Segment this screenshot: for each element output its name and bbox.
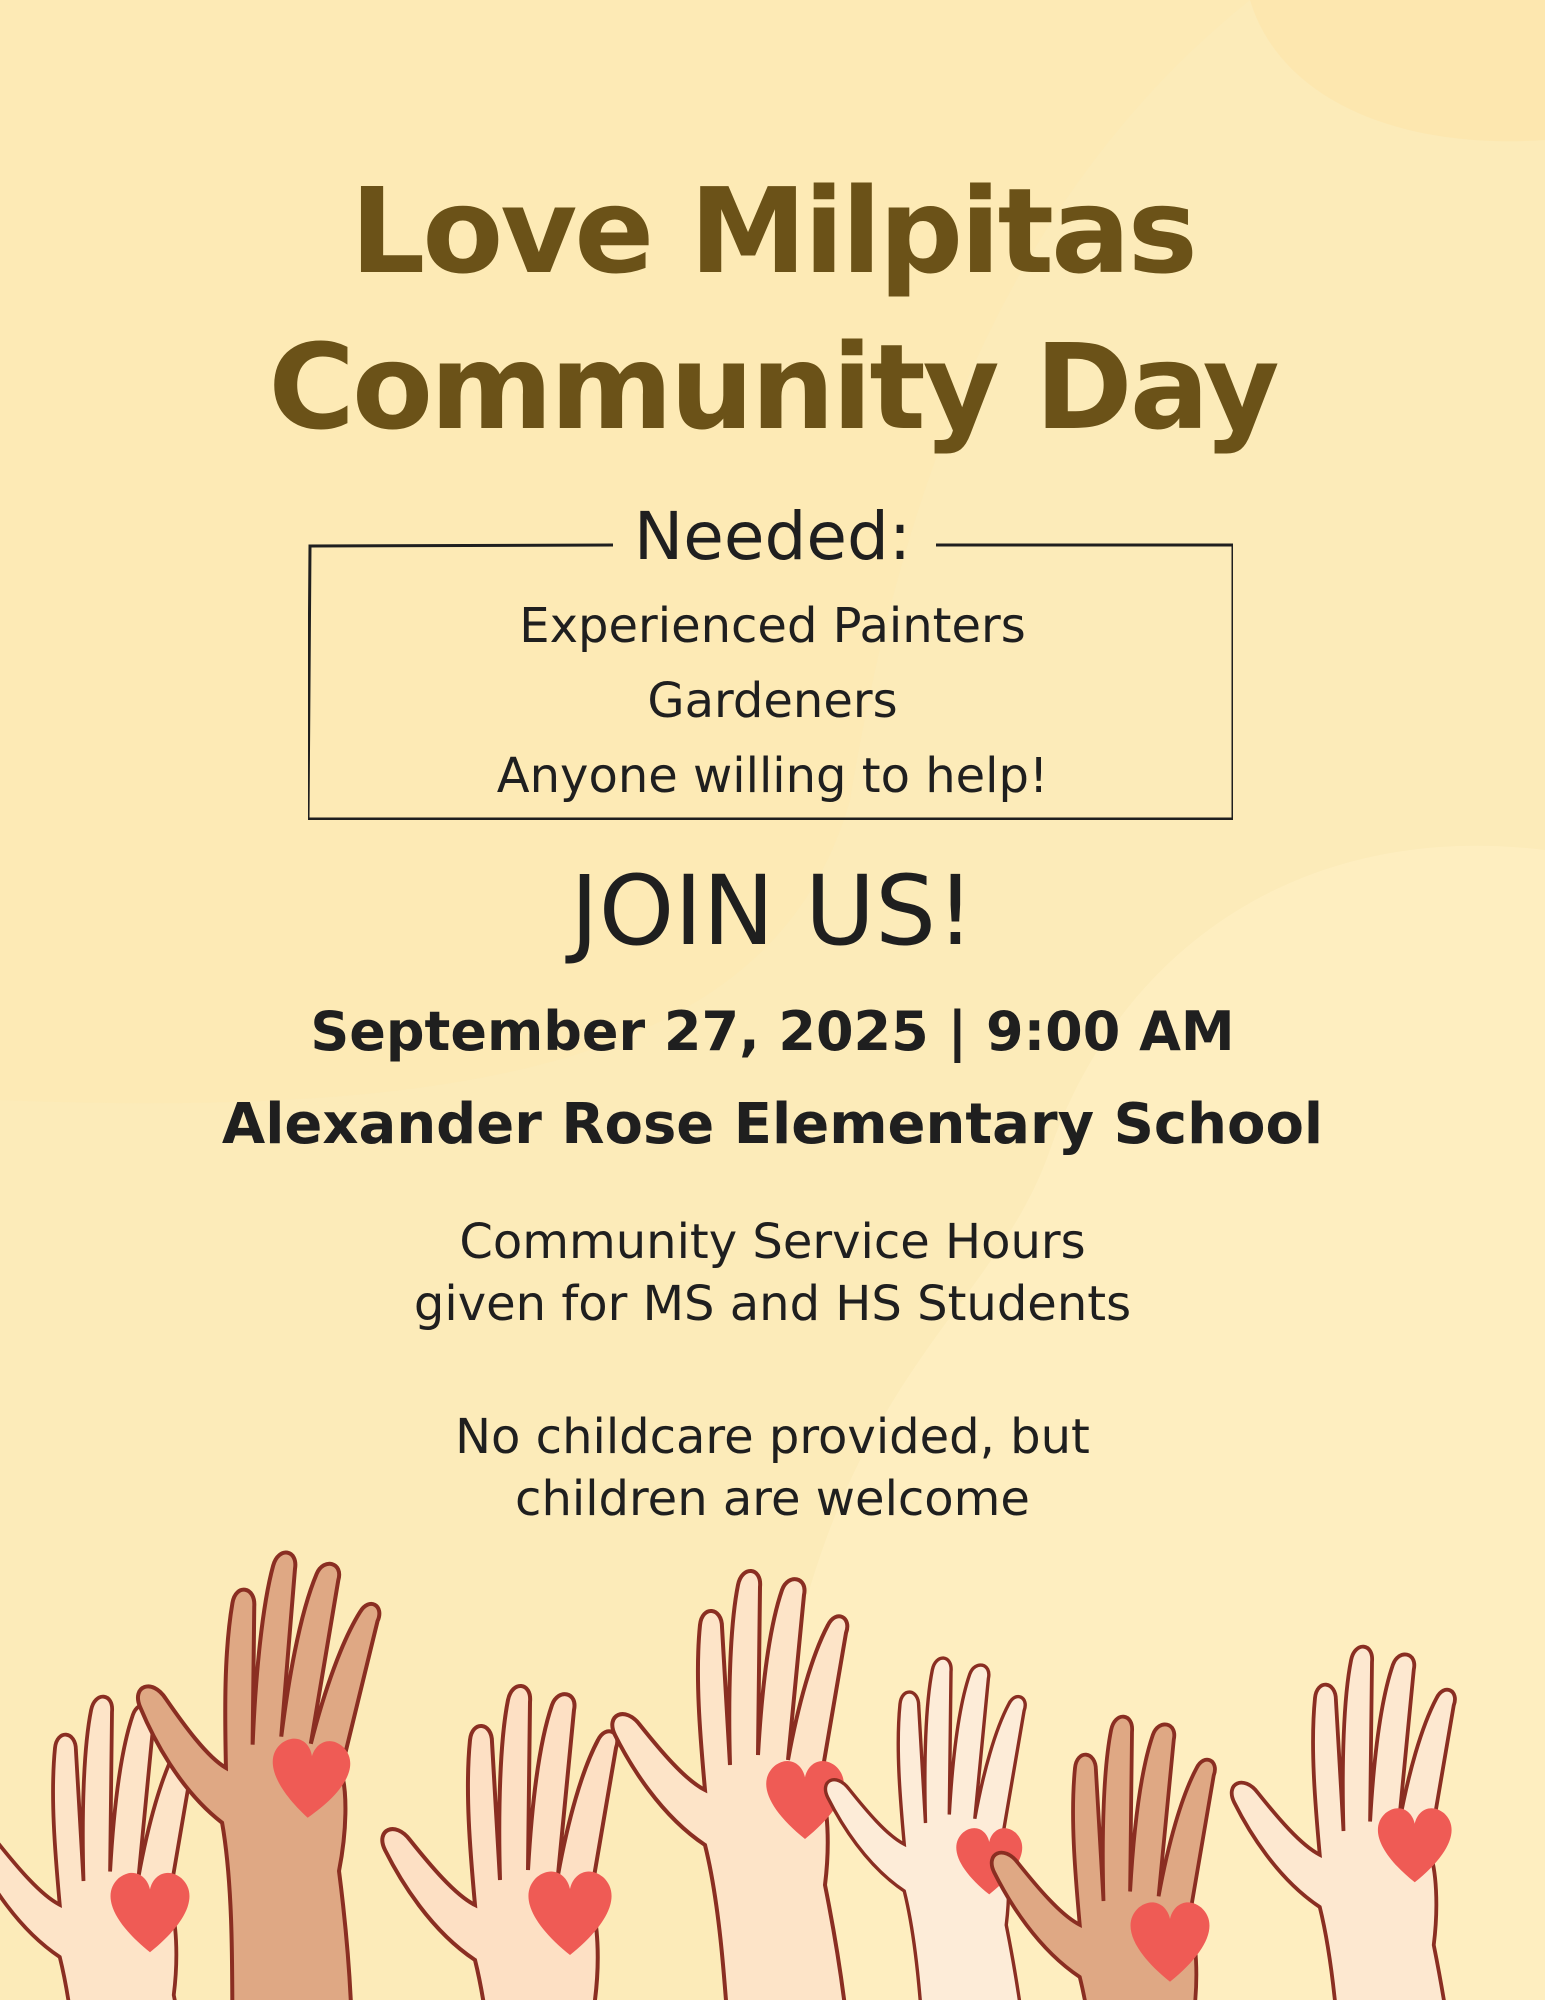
needed-label: Needed: (633, 498, 912, 575)
childcare-line-1: No childcare provided, but (455, 1409, 1090, 1465)
childcare-line-2: children are welcome (515, 1471, 1030, 1527)
service-hours-line-1: Community Service Hours (459, 1214, 1086, 1270)
raised-hands-icon (0, 1530, 1545, 2000)
title-line-1: Love Milpitas (350, 162, 1195, 300)
event-date-time: September 27, 2025 | 9:00 AM (310, 1000, 1235, 1063)
needed-item-gardeners: Gardeners (647, 673, 898, 729)
service-hours-line-2: given for MS and HS Students (413, 1276, 1132, 1332)
needed-item-painters: Experienced Painters (519, 598, 1026, 654)
event-location: Alexander Rose Elementary School (221, 1092, 1324, 1157)
join-us-heading: JOIN US! (570, 855, 975, 967)
needed-item-anyone: Anyone willing to help! (496, 748, 1049, 804)
title-line-2: Community Day (268, 318, 1277, 456)
